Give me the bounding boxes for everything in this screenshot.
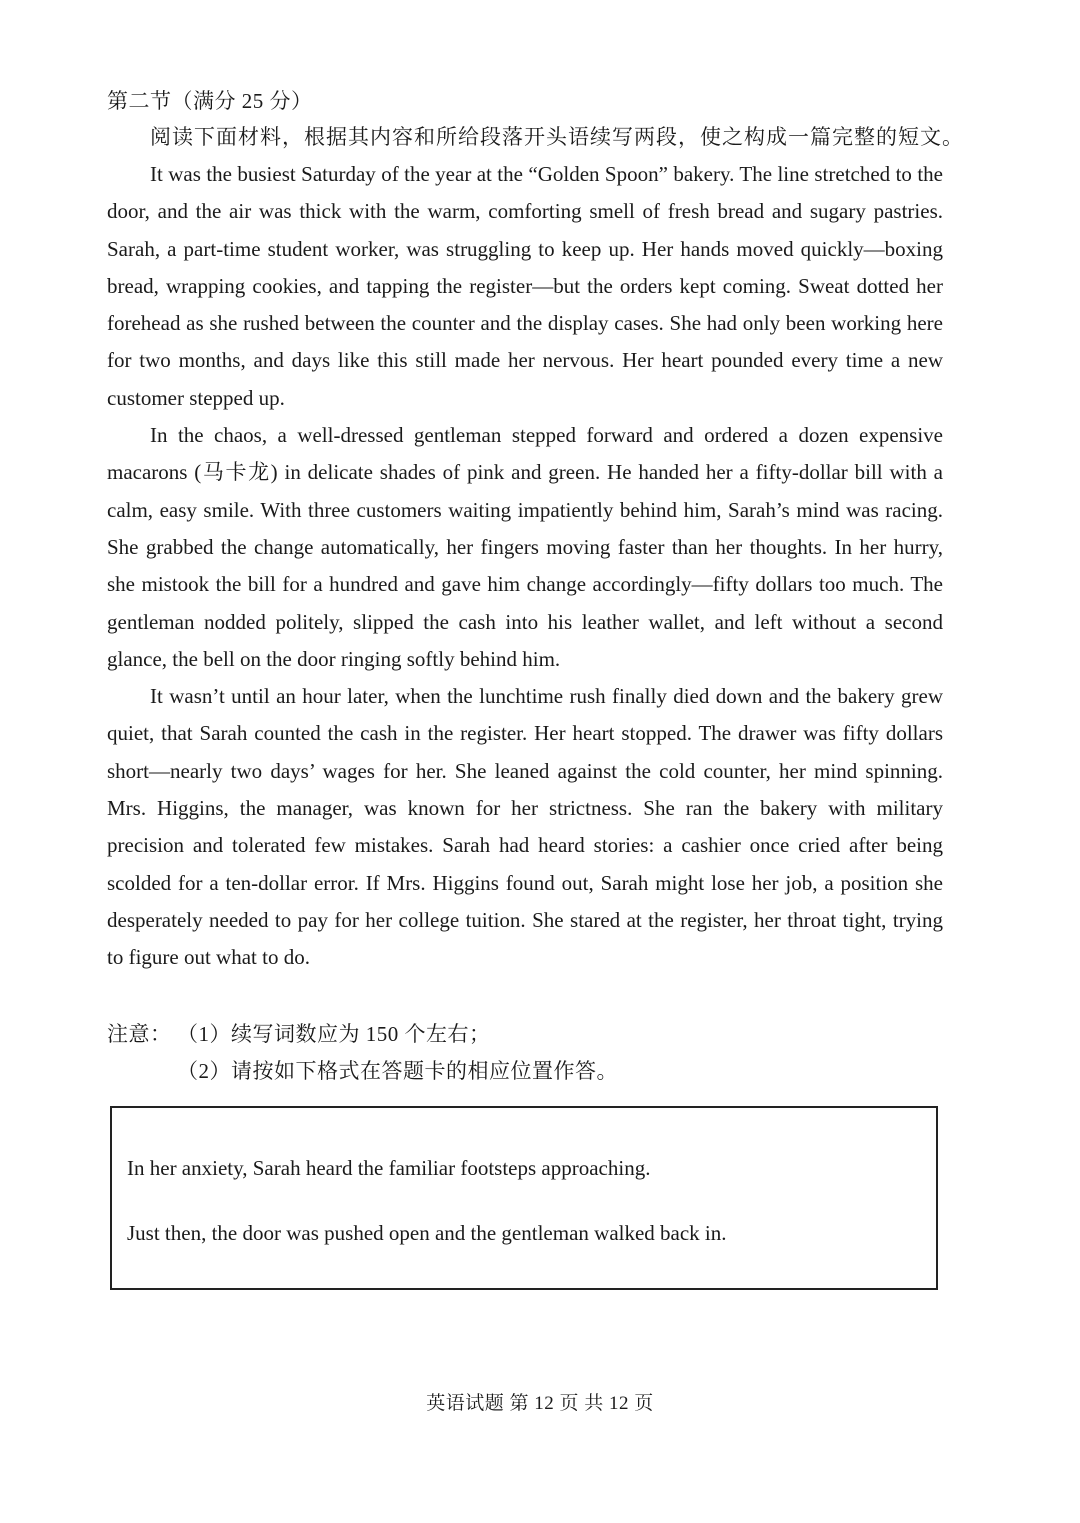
- paragraph-opener-2: Just then, the door was pushed open and the gentleman walked back in.: [127, 1221, 727, 1245]
- notes-label: 注意：: [107, 1022, 172, 1046]
- note-row-2: [107, 1053, 618, 1090]
- note-item-1: （1）续写词数应为 150 个左右；: [177, 1022, 491, 1046]
- notes-section: [107, 1016, 618, 1090]
- page-footer: 英语试题 第 12 页 共 12 页: [426, 1393, 654, 1414]
- passage-paragraph-1: It was the busiest Saturday of the year at the “Golden Spoon” bakery. The line stretched to the door, and the air was thick with the warm, comforting smell of fresh bread and sugary pastries. Sarah, a part-time student worker, was struggling to keep up. Her hands moved quickly—boxing bread, wrapping cookies, and tapping the register—but the orders kept coming. Sweat dotted her forehead as she rushed between the counter and the display cases. She had only been working here for two months, and days like this still made her nervous. Her heart pounded every time a new customer stepped up.: [107, 162, 943, 410]
- passage-paragraph-3: It wasn’t until an hour later, when the lunchtime rush finally died down and the bakery grew quiet, that Sarah counted the cash in the register. Her heart stopped. The drawer was fifty dollars short—nearly two days’ wages for her. She leaned against the cold counter, her mind spinning. Mrs. Higgins, the manager, was known for her strictness. She ran the bakery with military precision and tolerated few mistakes. Sarah had heard stories: a cashier once cried after being scolded for a ten-dollar error. If Mrs. Higgins found out, Sarah might lose her job, a position she desperately needed to pay for her college tuition. She stared at the register, her throat tight, trying to figure out what to do.: [107, 684, 943, 970]
- passage-paragraph-2: In the chaos, a well-dressed gentleman stepped forward and ordered a dozen expensive macarons (马卡龙) in delicate shades of pink and green. He handed her a fifty-dollar bill with a calm, easy smile. With three customers waiting impatiently behind him, Sarah’s mind was racing. She grabbed the change automatically, her fingers moving faster than her thoughts. In her hurry, she mistook the bill for a hundred and gave him change accordingly—fifty dollars too much. The gentleman nodded politely, slipped the cash into his leather wallet, and left without a second glance, the bell on the door ringing softly behind him.: [107, 423, 943, 671]
- reading-passage: [107, 156, 943, 977]
- instruction-text: 阅读下面材料，根据其内容和所给段落开头语续写两段，使之构成一篇完整的短文。: [150, 125, 964, 149]
- note-item-2: （2）请按如下格式在答题卡的相应位置作答。: [177, 1059, 618, 1083]
- answer-format-box: [110, 1106, 938, 1290]
- note-row-1: [107, 1016, 618, 1053]
- paragraph-opener-1: In her anxiety, Sarah heard the familiar footsteps approaching.: [127, 1156, 651, 1180]
- section-title: 第二节（满分 25 分）: [107, 89, 313, 113]
